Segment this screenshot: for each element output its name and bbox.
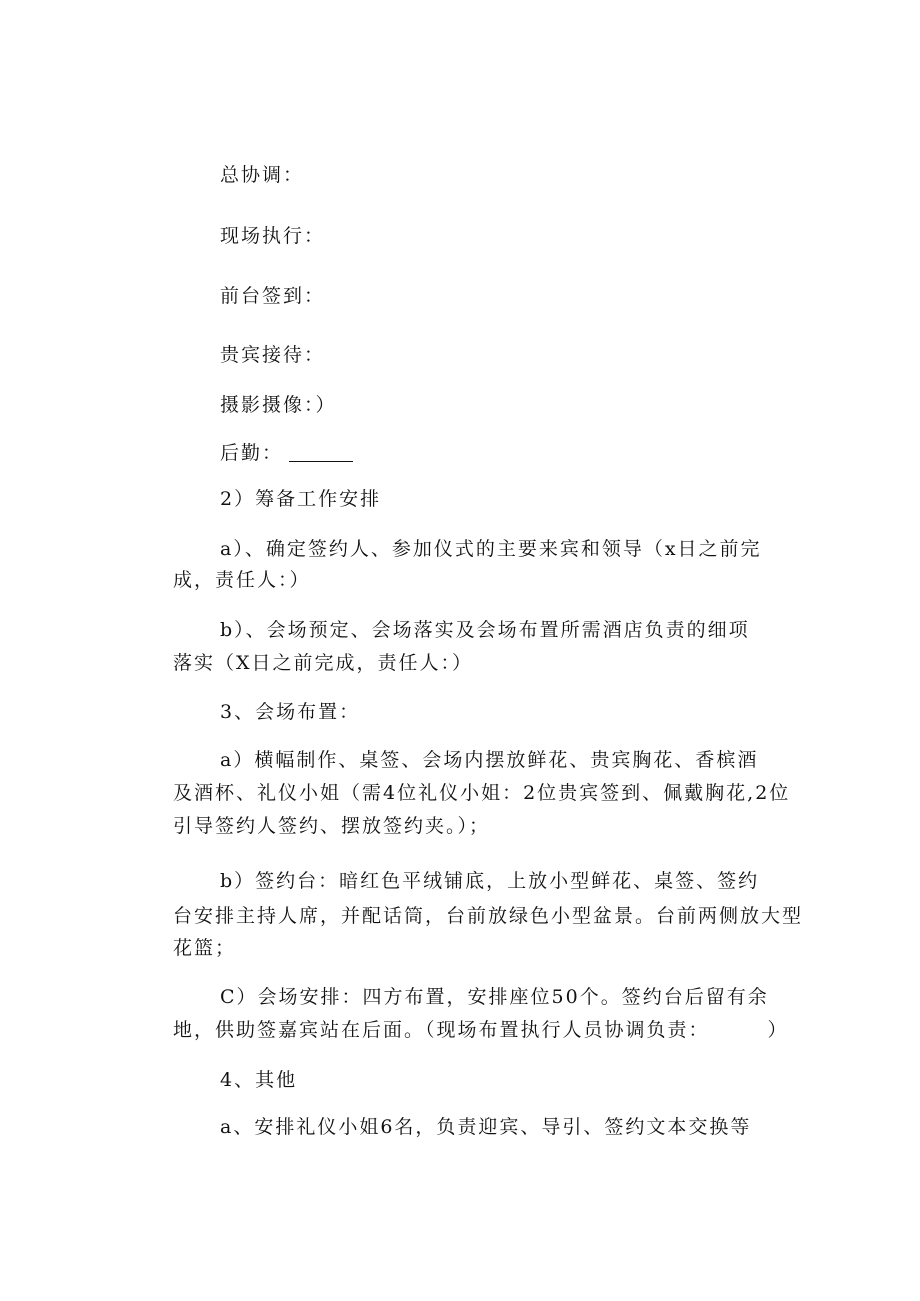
section3-a-line3: 引导签约人签约、摆放签约夹。）； xyxy=(173,815,491,837)
staff-onsite: 现场执行： xyxy=(220,225,326,247)
section3-b-line2: 台安排主持人席，并配话筒，台前放绿色小型盆景。台前两侧放大型 xyxy=(173,905,804,927)
section3-c-line1: C）会场安排：四方布置，安排座位50个。签约台后留有余 xyxy=(220,986,769,1008)
section2-title: 2）筹备工作安排 xyxy=(220,488,382,510)
section4-a-line1: a、安排礼仪小姐6名，负责迎宾、导引、签约文本交换等 xyxy=(220,1116,752,1138)
section2-b-line1: b）、会场预定、会场落实及会场布置所需酒店负责的细项 xyxy=(220,619,750,641)
staff-general: 总协调： xyxy=(220,164,305,186)
section3-c-line2-text: 地，供助签嘉宾站在后面。（现场布置执行人员协调负责： xyxy=(173,1019,710,1041)
staff-vip: 贵宾接待： xyxy=(220,344,326,366)
section3-a-line1: a）横幅制作、桌签、会场内摆放鲜花、贵宾胸花、香槟酒 xyxy=(220,749,759,771)
staff-logistics-label: 后勤： xyxy=(220,442,284,464)
section3-title: 3、会场布置： xyxy=(220,701,361,723)
section2-b-line2: 落实（X日之前完成，责任人：） xyxy=(173,652,474,674)
section2-a-line2: 成，责任人：） xyxy=(173,569,311,591)
blank-underline xyxy=(289,461,353,462)
staff-photo: 摄影摄像：） xyxy=(220,394,337,416)
section3-c-line2-close: ） xyxy=(767,1019,789,1041)
section3-a-line2: 及酒杯、礼仪小姐（需4位礼仪小姐：2位贵宾签到、佩戴胸花,2位 xyxy=(173,782,791,804)
section4-title: 4、其他 xyxy=(220,1069,298,1091)
section2-a-line1: a）、确定签约人、参加仪式的主要来宾和领导（x日之前完 xyxy=(220,538,762,560)
section3-b-line3: 花篮； xyxy=(173,937,237,959)
staff-logistics xyxy=(220,442,353,464)
section3-b-line1: b）签约台：暗红色平绒铺底，上放小型鲜花、桌签、签约 xyxy=(220,870,760,892)
staff-front-desk: 前台签到： xyxy=(220,285,326,307)
section3-c-line2 xyxy=(173,1019,789,1041)
